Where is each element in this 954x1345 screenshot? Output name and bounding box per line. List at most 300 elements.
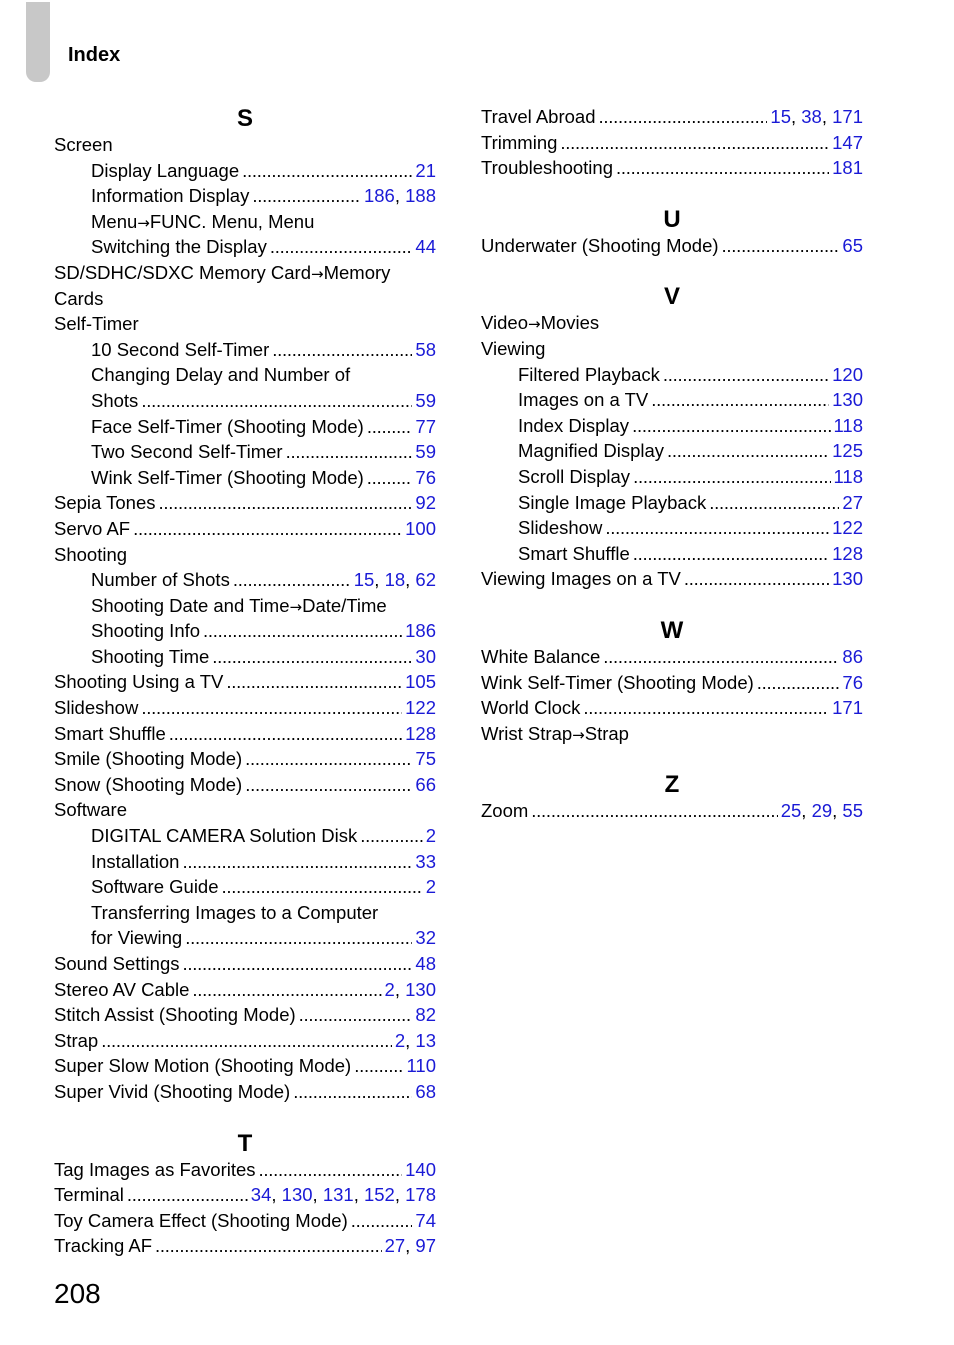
index-subentry [54,234,436,260]
page-separator: , [374,569,385,591]
entry-term: Wink Self-Timer (Shooting Mode) [91,466,364,488]
entry-term: Wrist Strap [481,722,573,744]
dot-leader [605,515,829,541]
page-refs [842,233,863,259]
page-link[interactable]: 27 [842,491,863,513]
entry-term: Wink Self-Timer (Shooting Mode) [481,671,754,693]
entry-term: Shooting Time [91,645,210,667]
page-refs [385,977,436,1003]
dot-leader [155,1233,382,1259]
entry-term: Stitch Assist (Shooting Mode) [54,1004,296,1026]
dot-leader [651,387,829,413]
entry-term: Servo AF [54,517,131,539]
page-link[interactable]: 66 [415,773,436,795]
see-arrow-icon: → [527,315,541,334]
entry-term: Travel Abroad [481,106,596,127]
page-refs [834,413,864,439]
page-refs [415,388,436,414]
page-link[interactable]: 186 [405,620,436,642]
dot-leader [141,388,412,414]
dot-leader [354,1053,403,1079]
page-link[interactable]: 32 [415,927,436,949]
page-link[interactable]: 181 [832,157,863,179]
page-link[interactable]: 58 [415,338,436,360]
page-link[interactable]: 130 [832,568,863,590]
page-header-title: Index [68,44,121,66]
dot-leader [245,772,412,798]
page-link[interactable]: 110 [406,1055,436,1077]
page-refs [426,874,436,900]
see-arrow-icon: → [289,597,303,616]
page-separator: , [394,185,406,207]
page-link[interactable]: 2 [425,825,436,847]
page-link[interactable]: 65 [842,234,863,256]
index-entry [481,310,863,336]
entry-term: Display Language [91,159,240,181]
index-entry [481,104,863,130]
page-refs [832,387,863,413]
index-entry [54,695,436,721]
dot-leader [182,951,412,977]
page-link[interactable]: 74 [415,1209,436,1231]
index-subentry [481,515,863,541]
page-link[interactable]: 118 [833,414,863,436]
entry-term: Information Display [91,185,250,207]
section-gap [54,1105,436,1129]
index-subentry [54,593,436,619]
dot-leader [293,1079,412,1105]
section-letter: W [660,616,684,644]
dot-leader [245,746,412,772]
dot-leader [242,158,412,184]
dot-leader [367,414,413,440]
page-refs [354,567,436,593]
page-link[interactable]: 120 [832,363,863,385]
index-entry [54,542,436,568]
index-subentry [54,158,436,184]
page-separator: , [405,1029,416,1051]
index-entry [481,695,863,721]
page-refs [415,951,436,977]
dot-leader [141,695,402,721]
page-separator: , [405,1235,416,1257]
index-entry [481,130,863,156]
index-subentry [481,541,863,567]
dot-leader [367,465,413,491]
entry-term: Sound Settings [54,953,180,974]
index-subentry [54,465,436,491]
entry-term: Index Display [518,414,630,436]
page-link[interactable]: 15 [353,569,375,591]
dot-leader [722,233,840,259]
index-subentry [54,823,436,849]
page-refs [426,823,436,849]
page-separator: , [405,569,416,591]
page-refs [395,1028,436,1054]
section-gap [481,746,863,770]
entry-term: Stereo AV Cable [54,978,190,1000]
index-subentry [481,413,863,439]
index-entry [54,516,436,542]
index-entry [54,286,436,312]
see-arrow-icon: → [137,213,150,232]
page-refs [832,155,863,181]
entry-term: Slideshow [54,697,139,719]
entry-term: Smile (Shooting Mode) [54,748,243,770]
index-subentry [481,490,863,516]
page-link[interactable]: 125 [832,440,863,462]
page-link[interactable]: 18 [384,569,406,591]
page-link[interactable]: 105 [405,671,436,693]
dot-leader [259,1157,403,1183]
dot-leader [203,618,402,644]
entry-term: Scroll Display [518,465,631,487]
page-link[interactable]: 21 [415,159,436,181]
page-link[interactable]: 122 [405,697,436,719]
entry-term: SD/SDHC/SDXC Memory Card [54,261,311,283]
page-refs [251,1182,436,1208]
dot-leader [667,438,829,464]
page-refs [364,183,436,209]
page-refs [415,490,436,516]
page-refs [415,1079,436,1105]
dot-leader [185,925,412,951]
section-gap [481,592,863,616]
page-refs [842,670,863,696]
index-subentry [54,362,436,388]
index-entry [54,1053,436,1079]
page-link[interactable]: 178 [405,1184,436,1206]
page-link[interactable]: 122 [832,517,863,539]
index-entry [54,1182,436,1208]
index-subentry [54,849,436,875]
index-entry [481,566,863,592]
index-subentry [54,439,436,465]
page-separator: , [394,978,406,1000]
page-link[interactable]: 128 [405,722,436,744]
page-refs [405,721,436,747]
page-link[interactable]: 55 [842,800,863,822]
page-link[interactable]: 59 [415,389,436,411]
dot-leader [299,1002,413,1028]
page-link[interactable]: 171 [832,697,863,719]
page-refs [405,669,436,695]
entry-term: Viewing [481,337,546,359]
page-link[interactable]: 75 [415,748,436,770]
dot-leader [159,490,413,516]
page-link[interactable]: 76 [415,466,436,488]
dot-leader [560,130,829,156]
see-arrow-icon: → [572,725,585,744]
see-reference: Date/Time [302,594,387,616]
see-reference: Movies [540,312,600,334]
index-subentry [54,414,436,440]
index-subentry [54,925,436,951]
page-refs [832,541,863,567]
entry-term: Software Guide [91,876,219,898]
index-subentry [54,388,436,414]
entry-term: Installation [91,850,180,872]
page-refs [832,362,863,388]
entry-term: Filtered Playback [518,363,660,385]
page-link[interactable]: 92 [415,492,436,514]
page-refs [415,465,436,491]
index-entry [54,977,436,1003]
page-refs [415,1002,436,1028]
chapter-tab-marker [26,2,50,82]
entry-term: Troubleshooting [481,157,613,179]
dot-leader [182,849,412,875]
page-link[interactable]: 13 [415,1029,436,1051]
entry-term: Terminal [54,1184,124,1206]
dot-leader [633,464,830,490]
page-link[interactable]: 2 [394,1029,406,1051]
page-link[interactable]: 186 [363,185,395,207]
see-reference: Strap [584,722,629,744]
dot-leader [212,644,412,670]
page-link[interactable]: 128 [832,542,863,564]
index-entry [481,721,863,747]
dot-leader [127,1182,248,1208]
dot-leader [169,721,402,747]
dot-leader [252,183,361,209]
entry-term: Strap [54,1029,99,1051]
index-subentry [54,900,436,926]
entry-term: Zoom [481,800,529,822]
page-refs [415,234,436,260]
page-separator: , [394,1184,406,1206]
index-subentry [54,644,436,670]
page-refs [415,337,436,363]
page-link[interactable]: 152 [363,1184,395,1206]
section-gap [481,258,863,282]
page-link[interactable]: 77 [415,415,436,437]
index-entry [481,155,863,181]
page-refs [415,925,436,951]
entry-term: DIGITAL CAMERA Solution Disk [91,825,358,847]
page-refs [405,516,436,542]
entry-term: Underwater (Shooting Mode) [481,234,719,256]
page-link[interactable]: 2 [425,876,436,898]
page-link[interactable]: 130 [832,389,863,411]
entry-term: Toy Camera Effect (Shooting Mode) [54,1209,348,1231]
index-column-left [54,104,436,1259]
section-letter: Z [664,771,680,799]
page-link[interactable]: 130 [405,978,436,1000]
index-entry [54,797,436,823]
index-entry [481,670,863,696]
page-separator: , [271,1184,282,1206]
entry-term: Snow (Shooting Mode) [54,773,243,795]
index-subentry [481,387,863,413]
entry-term: Sepia Tones [54,492,156,514]
entry-term: Smart Shuffle [54,722,166,744]
page-refs [385,1233,436,1259]
page-refs [415,158,436,184]
page-link[interactable]: 15 [770,106,791,127]
page-refs [415,849,436,875]
entry-term: Number of Shots [91,569,230,591]
dot-leader [684,566,829,592]
dot-leader [616,155,829,181]
dot-leader [360,823,422,849]
page-link[interactable]: 171 [832,106,863,127]
dot-leader [603,644,839,670]
entry-term: Magnified Display [518,440,665,462]
index-subentry [54,567,436,593]
page-refs [832,438,863,464]
index-entry [54,1079,436,1105]
entry-term: Transferring Images to a Computer [91,901,379,923]
page-link[interactable]: 30 [415,645,436,667]
section-letter: U [663,205,681,233]
page-link[interactable]: 76 [842,671,863,693]
dot-leader [531,798,777,824]
entry-term: Viewing Images on a TV [481,568,681,590]
index-entry [54,1233,436,1259]
page-refs [770,104,863,130]
page-link[interactable]: 188 [405,185,436,207]
entry-term: Menu [91,210,138,232]
entry-term: Tracking AF [54,1235,153,1257]
page-link[interactable]: 97 [415,1235,436,1257]
section-letter: T [237,1129,253,1157]
page-link[interactable]: 82 [415,1004,436,1026]
entry-term: Face Self-Timer (Shooting Mode) [91,415,364,437]
dot-leader [192,977,381,1003]
index-entry [54,1002,436,1028]
index-entry [54,746,436,772]
page-refs [832,130,863,156]
page-refs [842,490,863,516]
entry-term: Shots [91,389,139,411]
page-link[interactable]: 48 [415,953,436,974]
index-entry [54,721,436,747]
page-link[interactable]: 38 [801,106,822,127]
entry-term: Tag Images as Favorites [54,1158,256,1180]
section-letter: V [663,283,680,311]
page-link[interactable]: 130 [281,1184,313,1206]
entry-term: Screen [54,134,113,155]
page-link[interactable]: 33 [415,850,436,872]
dot-leader [709,490,839,516]
page-link[interactable]: 44 [415,236,436,258]
dot-leader [270,234,413,260]
entry-term: Self-Timer [54,313,139,335]
dot-leader [133,516,402,542]
entry-term: Trimming [481,131,558,153]
entry-term: 10 Second Self-Timer [91,338,270,360]
entry-term: Shooting Info [91,620,201,642]
dot-leader [663,362,829,388]
index-subentry [481,362,863,388]
dot-leader [272,337,412,363]
page-link[interactable]: 27 [384,1235,406,1257]
index-entry [54,1157,436,1183]
entry-term: Software [54,799,128,821]
page-refs [415,1208,436,1234]
entry-term: World Clock [481,697,581,719]
page-refs [415,772,436,798]
page-link[interactable]: 140 [405,1158,436,1180]
page-refs [842,644,863,670]
index-entry [54,1028,436,1054]
page-refs [832,515,863,541]
entry-term: Video [481,312,528,334]
dot-leader [286,439,413,465]
entry-term: Shooting Date and Time [91,594,290,616]
see-reference: Memory [323,261,391,283]
page-link[interactable]: 29 [811,800,833,822]
index-entry [54,311,436,337]
dot-leader [599,104,768,130]
page-refs [405,695,436,721]
page-separator: , [312,1184,323,1206]
index-entry [481,644,863,670]
index-subentry [54,874,436,900]
index-entry [481,798,863,824]
dot-leader [101,1028,392,1054]
see-reference: FUNC. Menu, Menu [149,210,315,232]
page-separator: , [821,106,833,127]
page-separator: , [790,106,802,127]
dot-leader [351,1208,413,1234]
page-refs [405,618,436,644]
index-entry [54,951,436,977]
dot-leader [222,874,423,900]
page-refs [415,439,436,465]
section-letter: S [236,105,253,132]
entry-term: White Balance [481,645,601,667]
index-entry [54,132,436,158]
entry-term: Changing Delay and Number of [91,364,351,386]
index-entry [481,233,863,259]
page-separator: , [832,800,843,822]
page-link[interactable]: 34 [250,1184,272,1206]
page-refs [834,464,864,490]
dot-leader [233,567,351,593]
entry-term: Switching the Display [91,236,267,258]
index-subentry [481,464,863,490]
page-link[interactable]: 100 [405,517,436,539]
see-arrow-icon: → [311,264,324,283]
page-link[interactable]: 86 [842,645,863,667]
index-column-right [481,104,863,824]
entry-term: Cards [54,287,104,309]
page-link[interactable]: 25 [780,800,802,822]
index-entry [54,1208,436,1234]
page-refs [407,1053,437,1079]
page-link[interactable]: 118 [833,465,863,487]
entry-term: Images on a TV [518,389,649,411]
entry-term: Slideshow [518,517,603,539]
page-link[interactable]: 131 [322,1184,354,1206]
entry-term: Two Second Self-Timer [91,441,283,463]
page-link[interactable]: 59 [415,441,436,463]
entry-term: Super Slow Motion (Shooting Mode) [54,1055,352,1077]
index-subentry [54,209,436,235]
page-link[interactable]: 68 [415,1080,436,1102]
page-link[interactable]: 147 [832,131,863,153]
entry-term: Shooting Using a TV [54,671,224,693]
index-subentry [54,618,436,644]
index-subentry [54,183,436,209]
index-subentry [54,337,436,363]
section-gap [481,181,863,205]
page-refs [781,798,863,824]
page-link[interactable]: 62 [415,569,436,591]
page-link[interactable]: 2 [384,978,395,1000]
